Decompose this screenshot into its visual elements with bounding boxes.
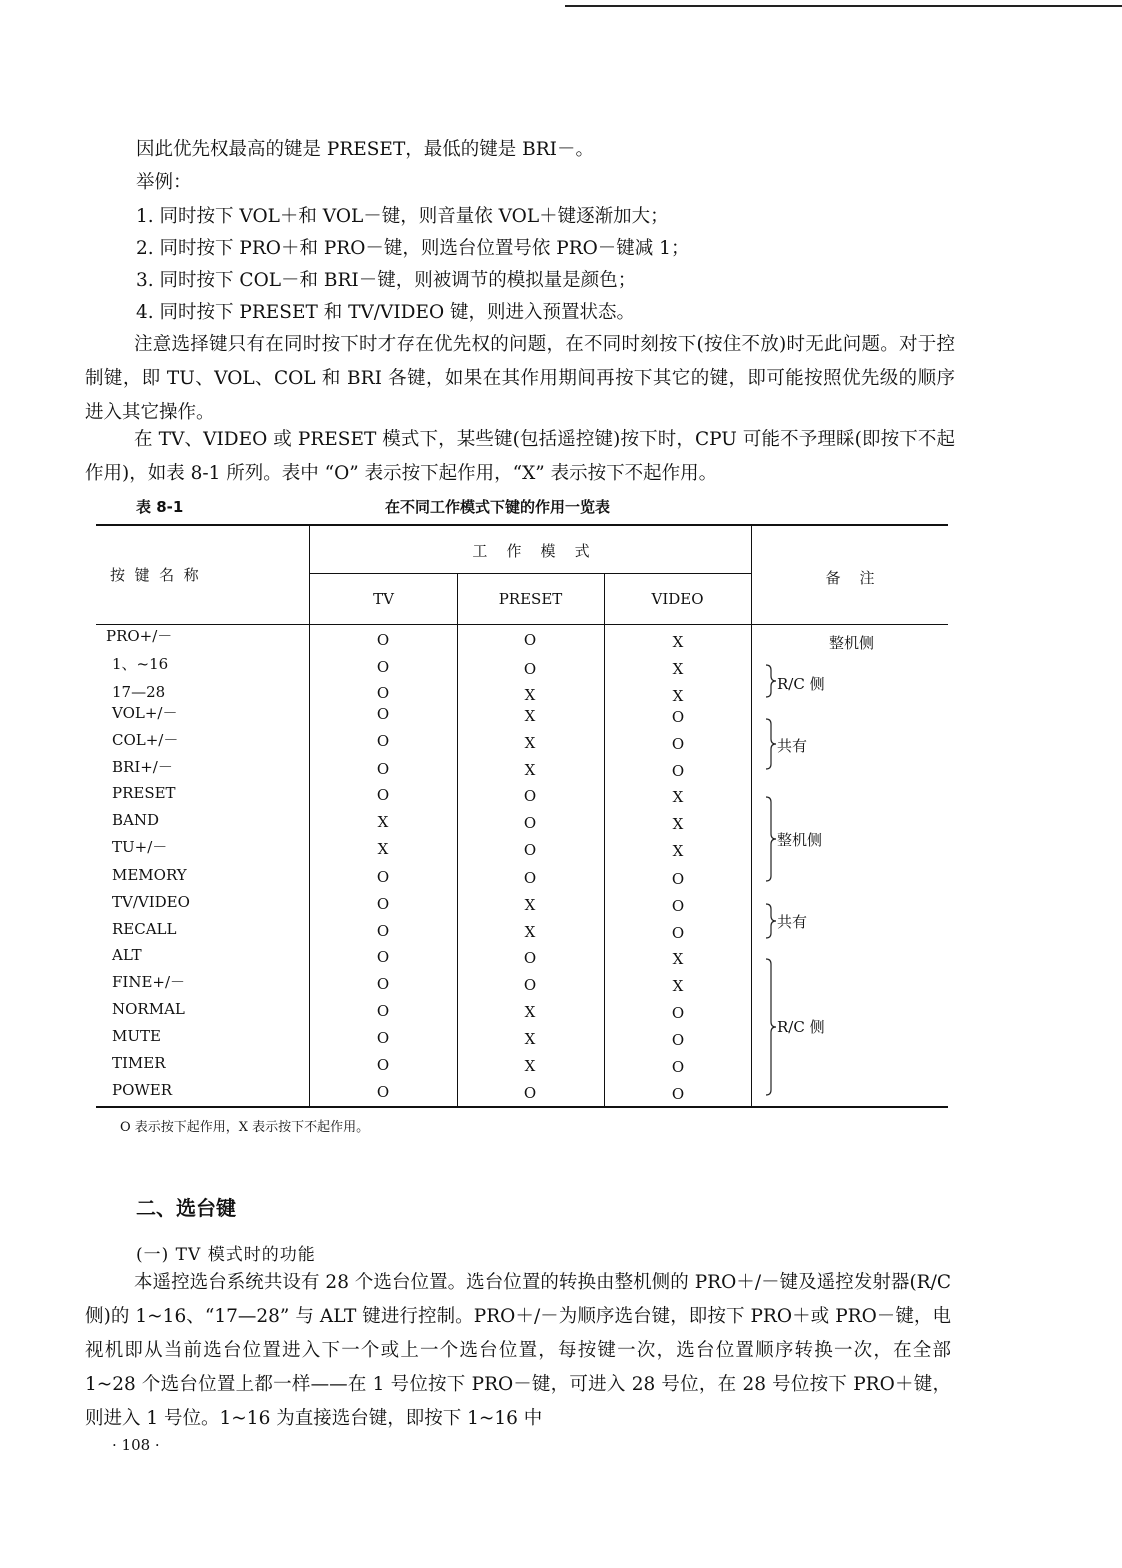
cell-tv: O (376, 868, 390, 886)
cell-preset: X (524, 1057, 536, 1075)
top-rule (565, 5, 1122, 7)
remark-label: 共有 (777, 737, 808, 755)
key-name: PRO+/－ (106, 627, 173, 645)
key-name: TIMER (112, 1054, 166, 1072)
key-name: 17—28 (112, 683, 166, 701)
header-work-mode: 工 作 模 式 (472, 542, 590, 560)
cell-tv: O (376, 631, 390, 649)
key-name: 1、~16 (112, 655, 169, 673)
table-footnote: O 表示按下起作用，X 表示按下不起作用。 (120, 1120, 370, 1135)
key-name: ALT (112, 946, 142, 964)
table-bottom-rule (96, 1106, 948, 1108)
cell-tv: X (377, 840, 389, 858)
cell-preset: X (524, 896, 536, 914)
cell-tv: O (376, 1056, 390, 1074)
paragraph-tv-mode: 本遥控选台系统共设有 28 个选台位置。选台位置的转换由整机侧的 PRO＋/－键及遥控发射器(R/C 侧)的 1~16、“17—28” 与 ALT 键进行控制。PRO＋/－为顺序选台键，即按下 PRO＋或 PRO－键，电视机即从当前选台位置进入下一个或上一个选台位置，每按键一次，选台位置顺序转换一次，在全部 1~28 个选台位置上都一样——在 1 号位按下 PRO－键，可进入 28 号位，在 28 号位按下 PRO＋键，则进入 1 号位。1~16 为直接选台键，即按下 1~16 中 (85, 1272, 951, 1429)
header-mode-video: VIDEO (651, 590, 704, 608)
cell-video: O (671, 1031, 685, 1049)
brace-bracket (764, 796, 778, 882)
header-mode-preset: PRESET (498, 590, 563, 608)
section-title: 二、选台键 (136, 1196, 236, 1220)
cell-preset: O (523, 976, 537, 994)
header-key-name: 按 键 名 称 (110, 566, 199, 584)
cell-video: X (672, 815, 684, 833)
brace-bracket (764, 718, 778, 770)
example-item: 3. 同时按下 COL－和 BRI－键，则被调节的模拟量是颜色； (136, 270, 637, 291)
paragraph-modes: 在 TV、VIDEO 或 PRESET 模式下，某些键(包括遥控键)按下时，CPU 可能不予理睬(即按下不起作用)，如表 8-1 所列。表中 “O” 表示按下起作用，“X” 表示按下不起作用。 (85, 429, 955, 484)
cell-tv: O (376, 922, 390, 940)
table-top-rule (96, 524, 948, 526)
cell-preset: O (523, 787, 537, 805)
cell-video: X (672, 842, 684, 860)
table-header-rule (96, 624, 948, 625)
cell-tv: O (376, 786, 390, 804)
key-name: TU+/－ (112, 838, 168, 856)
cell-tv: O (376, 684, 390, 702)
key-name: RECALL (112, 920, 177, 938)
key-name: PRESET (112, 784, 176, 802)
column-divider (457, 574, 458, 1106)
header-mode-tv: TV (373, 590, 394, 608)
table-number: 表 8-1 (136, 498, 184, 516)
cell-video: X (672, 687, 684, 705)
cell-video: O (671, 708, 685, 726)
remark-label: R/C 侧 (777, 675, 825, 693)
brace-bracket (764, 903, 778, 939)
key-name: MEMORY (112, 866, 187, 884)
cell-video: X (672, 950, 684, 968)
cell-preset: X (524, 707, 536, 725)
remark-label: 整机侧 (777, 831, 823, 849)
cell-preset: O (523, 1084, 537, 1102)
page-number: · 108 · (112, 1436, 160, 1454)
remark-label: 共有 (777, 913, 808, 931)
cell-video: O (671, 897, 685, 915)
cell-preset: O (523, 660, 537, 678)
key-name: TV/VIDEO (112, 893, 190, 911)
column-divider (604, 574, 605, 1106)
cell-tv: O (376, 1029, 390, 1047)
brace-bracket (764, 958, 778, 1096)
cell-preset: O (523, 869, 537, 887)
cell-video: O (671, 870, 685, 888)
cell-tv: O (376, 948, 390, 966)
table-title: 在不同工作模式下键的作用一览表 (385, 498, 611, 516)
cell-tv: O (376, 732, 390, 750)
cell-preset: X (524, 923, 536, 941)
example-item: 2. 同时按下 PRO＋和 PRO－键，则选台位置号依 PRO－键减 1； (136, 238, 690, 259)
cell-tv: O (376, 975, 390, 993)
cell-tv: O (376, 895, 390, 913)
header-remark: 备 注 (825, 569, 875, 587)
intro-line: 因此优先权最高的键是 PRESET，最低的键是 BRI－。 (136, 139, 594, 160)
cell-video: X (672, 660, 684, 678)
example-item: 4. 同时按下 PRESET 和 TV/VIDEO 键，则进入预置状态。 (136, 302, 636, 323)
key-name: NORMAL (112, 1000, 185, 1018)
key-name: VOL+/－ (112, 704, 178, 722)
cell-video: O (671, 1058, 685, 1076)
subsection-title: (一) TV 模式时的功能 (136, 1245, 316, 1265)
mode-subheader-rule (310, 573, 752, 574)
intro-line: 举例： (136, 172, 192, 193)
key-name: MUTE (112, 1027, 161, 1045)
cell-tv: O (376, 1083, 390, 1101)
cell-tv: O (376, 705, 390, 723)
cell-tv: O (376, 1002, 390, 1020)
cell-tv: O (376, 658, 390, 676)
cell-preset: X (524, 686, 536, 704)
brace-bracket (764, 664, 778, 698)
cell-tv: O (376, 760, 390, 778)
cell-tv: X (377, 813, 389, 831)
cell-video: O (671, 735, 685, 753)
remark-label: R/C 侧 (777, 1018, 825, 1036)
cell-preset: O (523, 841, 537, 859)
paragraph-note: 注意选择键只有在同时按下时才存在优先权的问题，在不同时刻按下(按住不放)时无此问题。对于控制键，即 TU、VOL、COL 和 BRI 各键，如果在其作用期间再按下其它的键，即可能按照优先级的顺序进入其它操作。 (85, 334, 955, 423)
cell-video: X (672, 977, 684, 995)
remark-label: 整机侧 (829, 634, 875, 652)
example-item: 1. 同时按下 VOL＋和 VOL－键，则音量依 VOL＋键逐渐加大； (136, 206, 669, 227)
column-divider (751, 525, 752, 1106)
cell-video: X (672, 788, 684, 806)
key-name: FINE+/－ (112, 973, 186, 991)
cell-video: X (672, 633, 684, 651)
cell-preset: O (523, 949, 537, 967)
cell-preset: X (524, 1030, 536, 1048)
column-divider (309, 525, 310, 1106)
cell-preset: X (524, 734, 536, 752)
key-name: POWER (112, 1081, 173, 1099)
cell-preset: X (524, 761, 536, 779)
cell-video: O (671, 924, 685, 942)
cell-preset: X (524, 1003, 536, 1021)
key-name: BRI+/－ (112, 758, 173, 776)
cell-video: O (671, 762, 685, 780)
key-name: BAND (112, 811, 160, 829)
cell-preset: O (523, 631, 537, 649)
key-name: COL+/－ (112, 731, 179, 749)
cell-video: O (671, 1085, 685, 1103)
cell-preset: O (523, 814, 537, 832)
cell-video: O (671, 1004, 685, 1022)
